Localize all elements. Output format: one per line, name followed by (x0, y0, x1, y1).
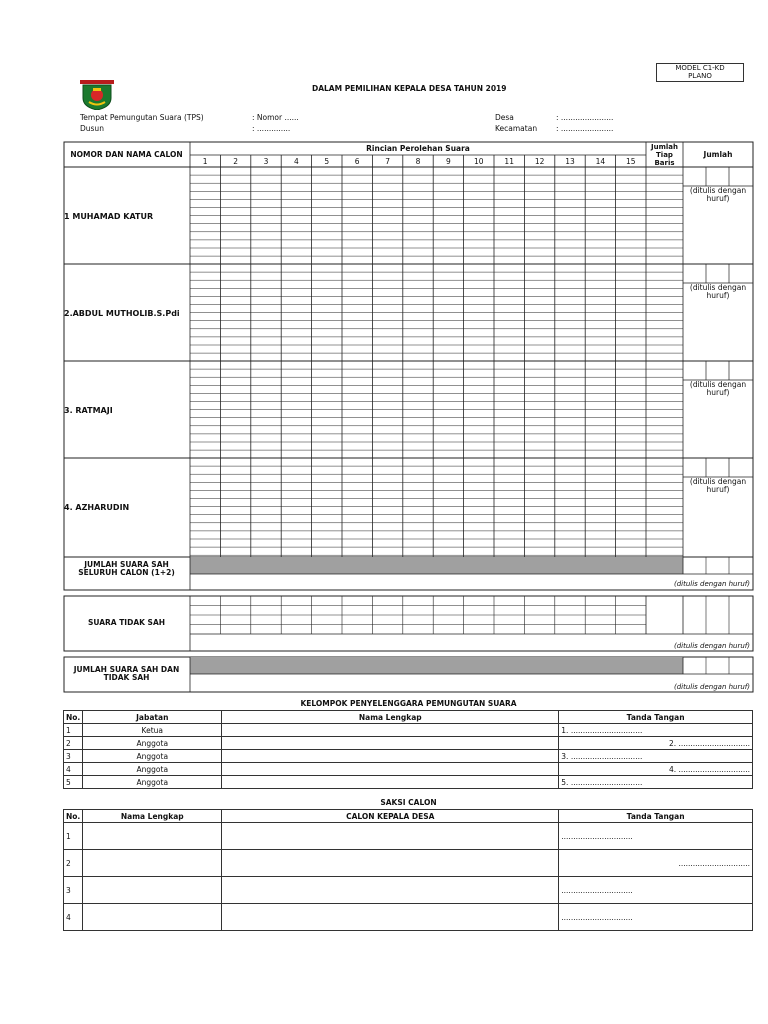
kpps-table (63, 710, 753, 789)
saksi-row-calon[interactable] (222, 850, 559, 877)
saksi-row-ttd[interactable]: .............................. (559, 877, 753, 904)
saksi-row (64, 823, 753, 850)
col-jumlah: Jumlah (703, 150, 733, 159)
tps-value: : Nomor ...... (252, 113, 299, 122)
model-plano: PLANO (688, 72, 712, 80)
tally-col-number: 9 (445, 157, 451, 166)
kpps-row-no: 5 (64, 776, 83, 789)
tally-col-number: 13 (565, 157, 575, 166)
col-jumlah-tiap-baris: Jumlah Tiap Baris (651, 143, 678, 167)
dusun-value: : .............. (252, 124, 291, 133)
kpps-row-jabatan: Anggota (83, 776, 222, 789)
saksi-row-calon[interactable] (222, 823, 559, 850)
jumlah-sah-note: (ditulis dengan huruf) (673, 580, 750, 588)
tally-col-number: 14 (595, 157, 606, 166)
kpps-row-no: 3 (64, 750, 83, 763)
saksi-row-nama[interactable] (83, 823, 222, 850)
saksi-row-no: 1 (64, 823, 83, 850)
kpps-row-nama[interactable] (222, 776, 559, 789)
kpps-row-nama[interactable] (222, 724, 559, 737)
jumlah-sah-dan-tidak-label: JUMLAH SUARA SAH DAN TIDAK SAH (73, 665, 180, 682)
sah-dan-tidak-note: (ditulis dengan huruf) (673, 683, 750, 691)
kecamatan-label: Kecamatan (495, 124, 538, 133)
kpps-row-jabatan: Anggota (83, 763, 222, 776)
tally-col-number: 6 (354, 157, 360, 166)
suara-tidak-sah-label: SUARA TIDAK SAH (87, 618, 166, 627)
desa-label: Desa (495, 113, 514, 122)
kpps-row-ttd[interactable]: 4. .............................. (559, 763, 753, 776)
tally-col-number: 11 (504, 157, 514, 166)
saksi-table (63, 809, 753, 931)
candidate-3-note: (ditulis dengan huruf) (689, 380, 747, 398)
kpps-row (64, 724, 753, 737)
dusun-label: Dusun (80, 124, 104, 133)
model-code: MODEL C1-KD (675, 64, 725, 72)
col-rincian: Rincian Perolehan Suara (366, 144, 470, 153)
kpps-row-no: 1 (64, 724, 83, 737)
candidate-2-note: (ditulis dengan huruf) (689, 283, 747, 301)
kpps-row-jabatan: Ketua (83, 724, 222, 737)
kpps-row-ttd[interactable]: 5. .............................. (559, 776, 753, 789)
tally-col-number: 1 (202, 157, 208, 166)
candidate-4-note: (ditulis dengan huruf) (689, 477, 747, 495)
page-title: DALAM PEMILIHAN KEPALA DESA TAHUN 2019 (312, 84, 507, 93)
candidate-2-name: 2.ABDUL MUTHOLIB.S.Pdi (64, 308, 180, 318)
col-nama-calon: NOMOR DAN NAMA CALON (70, 150, 183, 159)
saksi-row-calon[interactable] (222, 877, 559, 904)
tally-col-number: 8 (415, 157, 421, 166)
saksi-col-calon: CALON KEPALA DESA (222, 810, 559, 823)
tally-col-number: 3 (263, 157, 269, 166)
saksi-row-no: 4 (64, 904, 83, 931)
saksi-row-nama[interactable] (83, 850, 222, 877)
candidate-3-name: 3. RATMAJI (64, 405, 113, 415)
kpps-col-no: No. (64, 711, 83, 724)
jumlah-suara-sah-label: JUMLAH SUARA SAH SELURUH CALON (1+2) (78, 560, 175, 577)
tps-label: Tempat Pemungutan Suara (TPS) (80, 113, 204, 122)
saksi-row-ttd[interactable]: .............................. (559, 904, 753, 931)
saksi-col-no: No. (64, 810, 83, 823)
kpps-col-jabatan: Jabatan (83, 711, 222, 724)
saksi-col-nama: Nama Lengkap (83, 810, 222, 823)
candidate-4-name: 4. AZHARUDIN (64, 502, 130, 512)
saksi-row-nama[interactable] (83, 877, 222, 904)
saksi-row-calon[interactable] (222, 904, 559, 931)
saksi-row-no: 2 (64, 850, 83, 877)
kpps-row (64, 763, 753, 776)
kpps-col-nama: Nama Lengkap (222, 711, 559, 724)
tally-col-number: 10 (474, 157, 484, 166)
kpps-row-nama[interactable] (222, 750, 559, 763)
kpps-row-no: 2 (64, 737, 83, 750)
candidate-1-name: 1 MUHAMAD KATUR (64, 211, 154, 221)
saksi-col-ttd: Tanda Tangan (559, 810, 753, 823)
tally-col-number: 5 (324, 157, 330, 166)
tidak-sah-note: (ditulis dengan huruf) (673, 642, 750, 650)
kpps-row-ttd[interactable]: 3. .............................. (559, 750, 753, 763)
kpps-row-nama[interactable] (222, 763, 559, 776)
tally-col-number: 4 (293, 157, 299, 166)
kpps-row-jabatan: Anggota (83, 737, 222, 750)
kpps-row-no: 4 (64, 763, 83, 776)
kpps-row (64, 776, 753, 789)
tally-col-number: 2 (233, 157, 238, 166)
desa-value: : ...................... (556, 113, 614, 122)
tally-col-number: 7 (385, 157, 390, 166)
saksi-title: SAKSI CALON (380, 798, 437, 807)
saksi-row-no: 3 (64, 877, 83, 904)
kpps-row (64, 750, 753, 763)
kpps-row-ttd[interactable]: 1. .............................. (559, 724, 753, 737)
kpps-row-jabatan: Anggota (83, 750, 222, 763)
tally-col-number: 15 (626, 157, 636, 166)
tally-col-number: 12 (534, 157, 545, 166)
saksi-row-ttd[interactable]: .............................. (559, 850, 753, 877)
saksi-row (64, 904, 753, 931)
kpps-row (64, 737, 753, 750)
saksi-row (64, 850, 753, 877)
kpps-row-nama[interactable] (222, 737, 559, 750)
kecamatan-value: : ...................... (556, 124, 614, 133)
saksi-row-ttd[interactable]: .............................. (559, 823, 753, 850)
kpps-title: KELOMPOK PENYELENGGARA PEMUNGUTAN SUARA (300, 699, 517, 708)
saksi-row (64, 877, 753, 904)
kpps-row-ttd[interactable]: 2. .............................. (559, 737, 753, 750)
saksi-row-nama[interactable] (83, 904, 222, 931)
kpps-col-ttd: Tanda Tangan (559, 711, 753, 724)
candidate-1-note: (ditulis dengan huruf) (689, 186, 747, 204)
